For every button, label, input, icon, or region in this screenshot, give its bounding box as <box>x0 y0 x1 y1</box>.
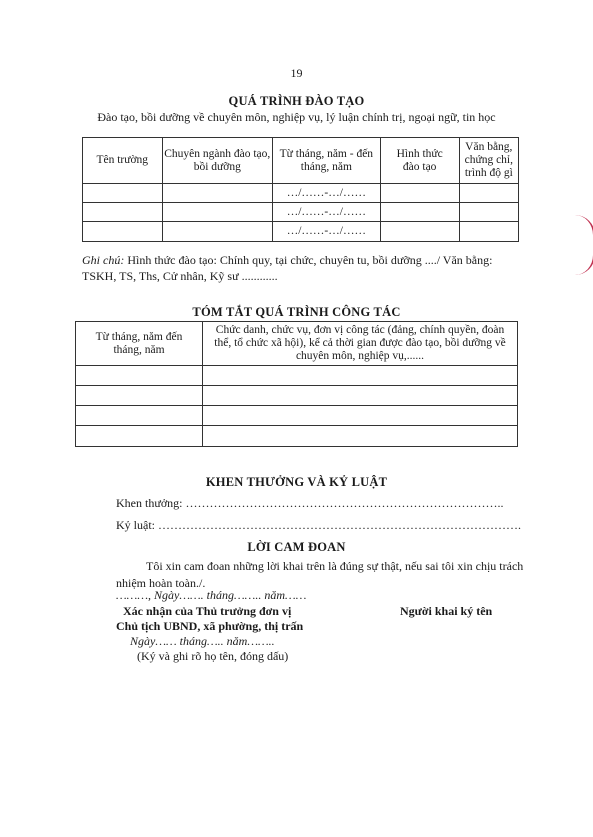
work-col-position: Chức danh, chức vụ, đơn vị công tác (đảng, chính quyền, đoàn thể, tổ chức xã hội), kể cả thời gian được đào tạo, bồi dưỡng về chuyên môn, nghiệp vụ,...... <box>203 322 518 366</box>
training-table <box>82 137 519 242</box>
table-row <box>76 406 518 426</box>
training-col-major: Chuyên ngành đào tạo, bồi dưỡng <box>162 138 272 184</box>
confirm-sign: (Ký và ghi rõ họ tên, đóng dấu) <box>137 649 289 663</box>
table-cell[interactable] <box>76 386 203 406</box>
rewards-title: KHEN THƯỞNG VÀ KỶ LUẬT <box>205 475 388 489</box>
table-cell[interactable] <box>380 203 459 222</box>
confirm-title: Xác nhận của Thủ trưởng đơn vị <box>123 604 292 618</box>
training-col-school: Tên trường <box>83 138 163 184</box>
training-note <box>82 252 522 284</box>
work-col-period: Từ tháng, năm đến tháng, năm <box>76 322 203 366</box>
table-row <box>76 366 518 386</box>
table-cell[interactable]: …/……-…/…… <box>273 184 381 203</box>
table-cell[interactable] <box>380 184 459 203</box>
table-cell[interactable] <box>162 203 272 222</box>
pledge-text: Tôi xin cam đoan những lời khai trên là đúng sự thật, nếu sai tôi xin chịu trách nhiệm hoàn toàn./. <box>116 559 524 590</box>
training-title: QUÁ TRÌNH ĐÀO TẠO <box>228 94 365 108</box>
table-cell[interactable] <box>380 222 459 242</box>
table-cell[interactable] <box>203 426 518 447</box>
training-table-header-row <box>83 138 519 184</box>
table-row <box>76 426 518 447</box>
table-cell[interactable] <box>83 203 163 222</box>
training-col-period: Từ tháng, năm - đến tháng, năm <box>273 138 381 184</box>
work-title: TÓM TẮT QUÁ TRÌNH CÔNG TÁC <box>192 305 401 319</box>
table-cell[interactable] <box>203 406 518 426</box>
table-row <box>83 184 519 203</box>
table-cell[interactable] <box>162 222 272 242</box>
discipline-line[interactable]: Kỷ luật: ………………………………………………………………………………. <box>116 518 521 532</box>
table-row <box>83 222 519 242</box>
table-row <box>76 386 518 406</box>
table-cell[interactable] <box>459 222 518 242</box>
note-label: Ghi chú: <box>82 253 125 267</box>
table-cell[interactable] <box>459 184 518 203</box>
training-subtitle: Đào tạo, bồi dưỡng về chuyên môn, nghiệp vụ, lý luận chính trị, ngoại ngữ, tin học <box>97 110 496 124</box>
pledge-date: ………, Ngày……. tháng…….. năm…… <box>116 588 307 602</box>
table-cell[interactable] <box>83 184 163 203</box>
page-edge-stamp <box>575 215 593 275</box>
table-cell[interactable] <box>76 406 203 426</box>
table-cell[interactable] <box>76 366 203 386</box>
table-cell[interactable] <box>162 184 272 203</box>
note-text: Hình thức đào tạo: Chính quy, tại chức, chuyên tu, bồi dưỡng ..../ Văn bằng: TSKH, TS, Ths, Cử nhân, Kỹ sư ............ <box>82 253 493 283</box>
page-number: 19 <box>290 66 303 80</box>
table-row <box>83 203 519 222</box>
table-cell[interactable] <box>203 386 518 406</box>
table-cell[interactable] <box>203 366 518 386</box>
work-table <box>75 321 518 447</box>
table-cell[interactable]: …/……-…/…… <box>273 203 381 222</box>
table-cell[interactable] <box>83 222 163 242</box>
confirm-date: Ngày…… tháng….. năm…….. <box>130 634 275 648</box>
table-cell[interactable] <box>459 203 518 222</box>
table-cell[interactable] <box>76 426 203 447</box>
table-cell[interactable]: …/……-…/…… <box>273 222 381 242</box>
reward-line[interactable]: Khen thưởng: …………………………………………………………………….. <box>116 496 504 510</box>
training-col-degree: Văn bằng, chứng chỉ, trình độ gì <box>459 138 518 184</box>
work-table-header-row <box>76 322 518 366</box>
training-col-form: Hình thức đào tạo <box>380 138 459 184</box>
pledge-title: LỜI CAM ĐOAN <box>247 540 346 554</box>
confirm-title-2: Chủ tịch UBND, xã phường, thị trấn <box>116 619 304 633</box>
declarant-sign: Người khai ký tên <box>400 604 493 618</box>
